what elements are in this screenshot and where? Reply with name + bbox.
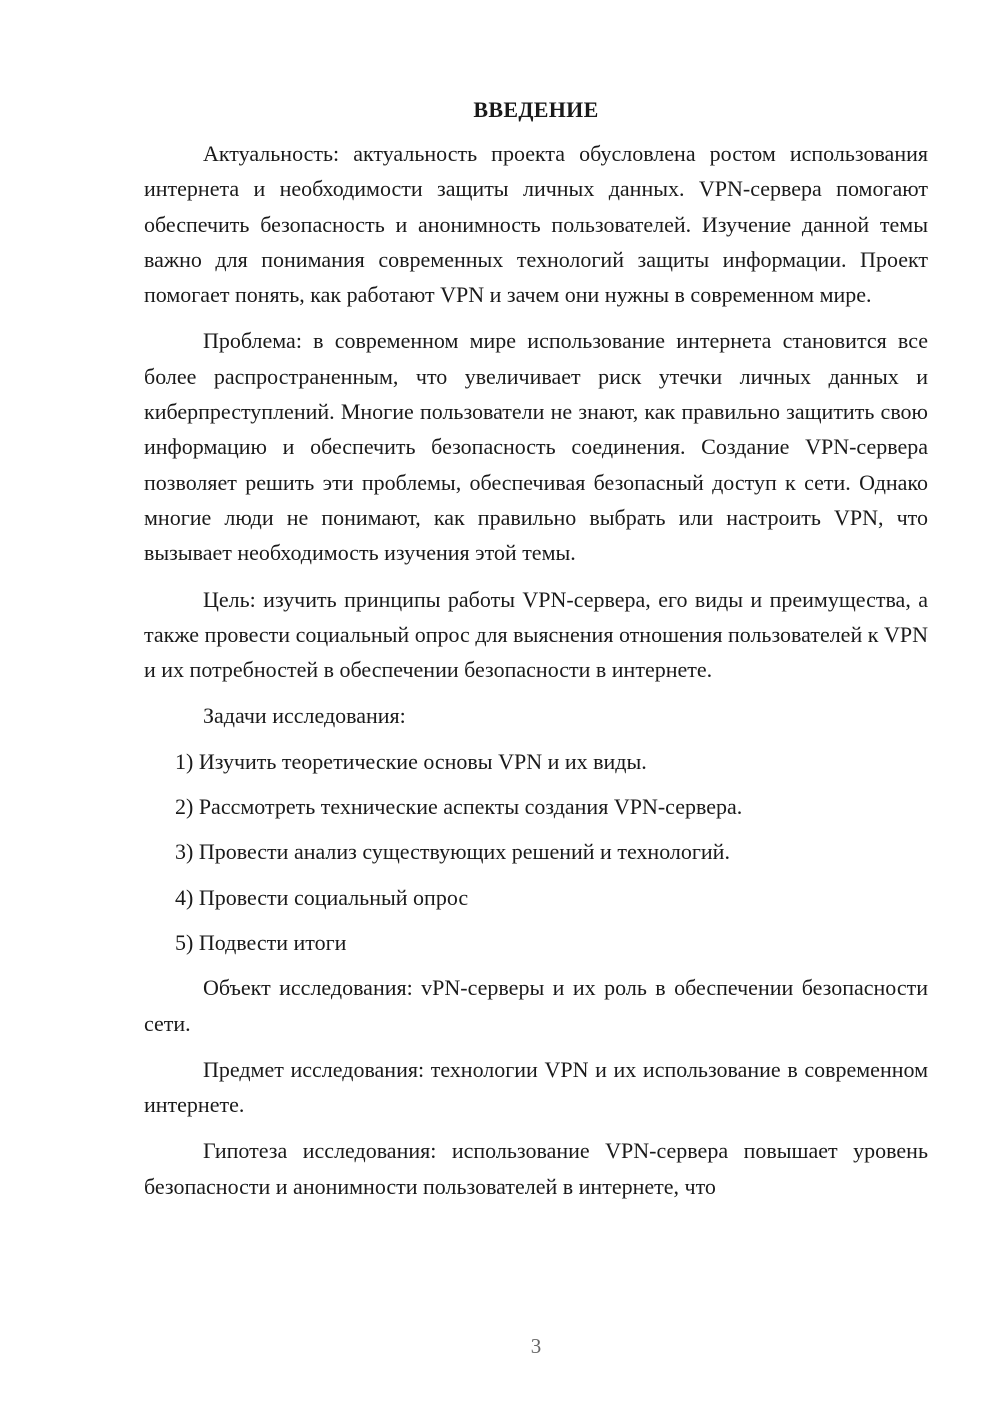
paragraph-object: Объект исследования: vPN-серверы и их роль в обеспечении безопасности сети.: [144, 975, 928, 1036]
list-item: 2) Рассмотреть технические аспекты создания VPN-сервера.: [175, 794, 743, 820]
tasks-heading: Задачи исследования:: [203, 703, 406, 729]
paragraph-relevance: Актуальность: актуальность проекта обусловлена ростом использования интернета и необходимости защиты личных данных. VPN-сервера помогают обеспечить безопасность и анонимность пользователей. Изучение данной темы важно для понимания современных технологий защиты информации. Проект помогает понять, как работают VPN и зачем они нужны в современном мире.: [144, 141, 928, 308]
document-page: [144, 94, 928, 1215]
list-item: 4) Провести социальный опрос: [175, 884, 469, 910]
paragraph-subject: Предмет исследования: технологии VPN и их использование в современном интернете.: [144, 1056, 928, 1118]
paragraph-hypothesis: Гипотеза исследования: использование VPN-сервера повышает уровень безопасности и анонимности пользователей в интернете, что: [144, 1138, 928, 1199]
paragraph-problem: Проблема: в современном мире использование интернета становится все более распространенным, что увеличивает риск утечки личных данных и киберпреступлений. Многие пользователи не знают, как правильно защитить свою информацию и обеспечить безопасность соединения. Создание VPN-сервера позволяет решить эти проблемы, обеспечивая безопасный доступ к сети. Однако многие люди не понимают, как правильно выбрать или настроить VPN, что вызывает необходимость изучения этой темы.: [144, 328, 928, 566]
list-item: 1) Изучить теоретические основы VPN и их виды.: [175, 748, 647, 774]
page-title: ВВЕДЕНИЕ: [473, 97, 599, 122]
tasks-list: [144, 744, 928, 960]
paragraph-goal: Цель: изучить принципы работы VPN-сервера, его виды и преимущества, а также провести социальный опрос для выяснения отношения пользователей к VPN и их потребностей в обеспечении безопасности в интернете.: [144, 586, 928, 683]
page-number: 3: [530, 1334, 542, 1358]
list-item: 3) Провести анализ существующих решений и технологий.: [175, 839, 730, 865]
list-item: 5) Подвести итоги: [175, 929, 347, 955]
